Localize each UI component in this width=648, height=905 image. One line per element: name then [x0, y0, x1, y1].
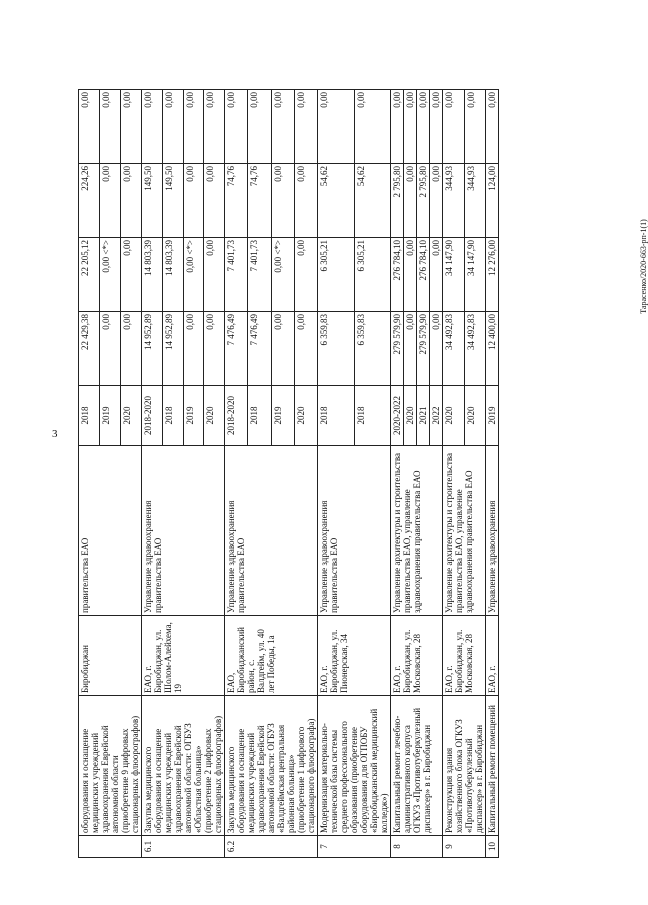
year-cell: 2020 [294, 386, 317, 446]
item-executor: Управление здравоохранения правительства ЕАО [225, 446, 318, 616]
regional-cell: 0,00 [430, 164, 443, 238]
total-cell: 0,00 [121, 312, 142, 386]
year-cell: 2020-2022 [391, 386, 404, 446]
other-cell: 0,00 [225, 90, 248, 164]
table-row [79, 90, 100, 858]
other-cell: 0,00 [183, 90, 204, 164]
row-number [79, 836, 142, 858]
total-cell: 14 952,89 [162, 312, 183, 386]
row-number: 9 [443, 836, 486, 858]
federal-cell: 34 147,90 [443, 238, 465, 312]
federal-cell: 0,00 [294, 238, 317, 312]
table-row [142, 90, 163, 858]
item-location: ЕАО, г. Биробиджан, ул. Шолом-Алейхема, 19 [142, 616, 225, 696]
total-cell: 6 359,83 [354, 312, 391, 386]
regional-cell: 74,76 [248, 164, 271, 238]
regional-cell: 344,93 [443, 164, 465, 238]
other-cell: 0,00 [142, 90, 163, 164]
other-cell: 0,00 [294, 90, 317, 164]
item-executor: правительства ЕАО [79, 446, 142, 616]
other-cell: 0,00 [464, 90, 486, 164]
item-name: Закупка медицинского оборудования и оснащение медицинских учреждений здравоохранения Еврейской автономной области: ОГБУЗ «Областная больница» (приобретение 2 цифровых стационарных флюорографов) [142, 696, 225, 836]
item-name: Закупка медицинского оборудования и оснащение медицинских учреждений здравоохранения Еврейской автономной области: ОГБУЗ «Валдгеймская центральная районная больница» (приобретение 1 цифрового стационарного флюорографа) [225, 696, 318, 836]
total-cell: 0,00 [100, 312, 121, 386]
rotated-table-container [78, 90, 596, 858]
other-cell: 0,00 [248, 90, 271, 164]
federal-cell: 14 803,39 [162, 238, 183, 312]
federal-cell: 0,00 <*> [183, 238, 204, 312]
item-executor: Управление архитектуры и строительства правительства ЕАО, управление здравоохранения правительства ЕАО [443, 446, 486, 616]
total-cell: 0,00 [294, 312, 317, 386]
total-cell: 7 476,49 [225, 312, 248, 386]
total-cell: 0,00 [430, 312, 443, 386]
table-row [486, 90, 499, 858]
federal-cell: 7 401,73 [248, 238, 271, 312]
other-cell: 0,00 [121, 90, 142, 164]
regional-cell: 0,00 [271, 164, 294, 238]
total-cell: 34 492,83 [464, 312, 486, 386]
regional-cell: 344,93 [464, 164, 486, 238]
year-cell: 2018 [248, 386, 271, 446]
other-cell: 0,00 [79, 90, 100, 164]
year-cell: 2020 [464, 386, 486, 446]
federal-cell: 6 305,21 [318, 238, 355, 312]
item-executor: Управление здравоохранения правительства ЕАО [142, 446, 225, 616]
item-executor: Управление архитектуры и строительства правительства ЕАО, управление здравоохранения правительства ЕАО [391, 446, 443, 616]
other-cell: 0,00 [162, 90, 183, 164]
regional-cell: 0,00 [100, 164, 121, 238]
federal-cell: 0,00 [204, 238, 225, 312]
other-cell: 0,00 [430, 90, 443, 164]
total-cell: 279 579,90 [391, 312, 404, 386]
row-number: 6.1 [142, 836, 225, 858]
regional-cell: 0,00 [183, 164, 204, 238]
regional-cell: 149,50 [142, 164, 163, 238]
regional-cell: 54,62 [354, 164, 391, 238]
year-cell: 2020 [443, 386, 465, 446]
federal-cell: 0,00 <*> [271, 238, 294, 312]
year-cell: 2018 [318, 386, 355, 446]
other-cell: 0,00 [318, 90, 355, 164]
other-cell: 0,00 [204, 90, 225, 164]
other-cell: 0,00 [443, 90, 465, 164]
total-cell: 6 359,83 [318, 312, 355, 386]
total-cell: 0,00 [183, 312, 204, 386]
year-cell: 2020 [121, 386, 142, 446]
total-cell: 14 952,89 [142, 312, 163, 386]
year-cell: 2021 [417, 386, 430, 446]
total-cell: 22 429,38 [79, 312, 100, 386]
item-location: ЕАО, г. Биробиджан, ул. Московская, 28 [443, 616, 486, 696]
year-cell: 2018 [79, 386, 100, 446]
regional-cell: 0,00 [294, 164, 317, 238]
regional-cell: 2 795,80 [417, 164, 430, 238]
other-cell: 0,00 [100, 90, 121, 164]
regional-cell: 224,26 [79, 164, 100, 238]
item-location: Биробиджан [79, 616, 142, 696]
row-number: 7 [318, 836, 391, 858]
year-cell: 2019 [100, 386, 121, 446]
federal-cell: 0,00 [430, 238, 443, 312]
other-cell: 0,00 [486, 90, 499, 164]
regional-cell: 54,62 [318, 164, 355, 238]
federal-cell: 14 803,39 [142, 238, 163, 312]
federal-cell: 12 276,00 [486, 238, 499, 312]
item-location: ЕАО, г. Биробиджан, ул. Московская, 28 [391, 616, 443, 696]
item-name: Реконструкция здания хозяйственного блока ОГКУЗ «Противотуберкулезный диспансер» в г. Биробиджан [443, 696, 486, 836]
table-row [391, 90, 404, 858]
total-cell: 7 476,49 [248, 312, 271, 386]
item-executor: Управление здравоохранения правительства ЕАО [318, 446, 391, 616]
row-number: 6.2 [225, 836, 318, 858]
year-cell: 2022 [430, 386, 443, 446]
total-cell: 12 400,00 [486, 312, 499, 386]
page-number: 3 [52, 428, 58, 440]
regional-cell: 74,76 [225, 164, 248, 238]
document-footer: Тарасенко/2020-663-рп-1(1) [638, 219, 648, 314]
regional-cell: 0,00 [121, 164, 142, 238]
federal-cell: 0,00 [404, 238, 417, 312]
year-cell: 2018 [354, 386, 391, 446]
federal-cell: 22 205,12 [79, 238, 100, 312]
other-cell: 0,00 [391, 90, 404, 164]
table-row [225, 90, 248, 858]
total-cell: 0,00 [204, 312, 225, 386]
program-table [78, 89, 499, 858]
year-cell: 2018-2020 [225, 386, 248, 446]
total-cell: 0,00 [404, 312, 417, 386]
year-cell: 2018-2020 [142, 386, 163, 446]
table-row [318, 90, 355, 858]
federal-cell: 7 401,73 [225, 238, 248, 312]
federal-cell: 0,00 [121, 238, 142, 312]
item-name: Модернизация материально-технической базы системы среднего профессионального образования (приобретение оборудования для ОГПОБУ «Биробиджанский медицинский колледж») [318, 696, 391, 836]
federal-cell: 0,00 <*> [100, 238, 121, 312]
year-cell: 2019 [271, 386, 294, 446]
total-cell: 279 579,90 [417, 312, 430, 386]
other-cell: 0,00 [417, 90, 430, 164]
other-cell: 0,00 [271, 90, 294, 164]
regional-cell: 124,00 [486, 164, 499, 238]
item-location: ЕАО, г. Биробиджан, ул. Пионерская, 34 [318, 616, 391, 696]
regional-cell: 0,00 [204, 164, 225, 238]
federal-cell: 6 305,21 [354, 238, 391, 312]
item-location: ЕАО, Биробиджанский район, с. Валдгейм, ул. 40 лет Победы, 1а [225, 616, 318, 696]
other-cell: 0,00 [404, 90, 417, 164]
row-number: 10 [486, 836, 499, 858]
item-name: Капитальный ремонт лечебно-административного корпуса ОГКУЗ «Противотуберкулезный диспансер» в г. Биробиджан [391, 696, 443, 836]
item-name: Капитальный ремонт помещений [486, 696, 499, 836]
total-cell: 34 492,83 [443, 312, 465, 386]
item-location: ЕАО, г. [486, 616, 499, 696]
table-row [443, 90, 465, 858]
year-cell: 2019 [183, 386, 204, 446]
year-cell: 2020 [404, 386, 417, 446]
regional-cell: 149,50 [162, 164, 183, 238]
regional-cell: 0,00 [404, 164, 417, 238]
year-cell: 2019 [486, 386, 499, 446]
item-executor: Управление здравоохранения [486, 446, 499, 616]
federal-cell: 276 784,10 [391, 238, 404, 312]
other-cell: 0,00 [354, 90, 391, 164]
item-name: оборудования и оснащение медицинских учреждений здравоохранения Еврейской автономной области (приобретение 9 цифровых стационарных флюорографов) [79, 696, 142, 836]
row-number: 8 [391, 836, 443, 858]
year-cell: 2018 [162, 386, 183, 446]
year-cell: 2020 [204, 386, 225, 446]
federal-cell: 34 147,90 [464, 238, 486, 312]
regional-cell: 2 795,80 [391, 164, 404, 238]
total-cell: 0,00 [271, 312, 294, 386]
federal-cell: 276 784,10 [417, 238, 430, 312]
